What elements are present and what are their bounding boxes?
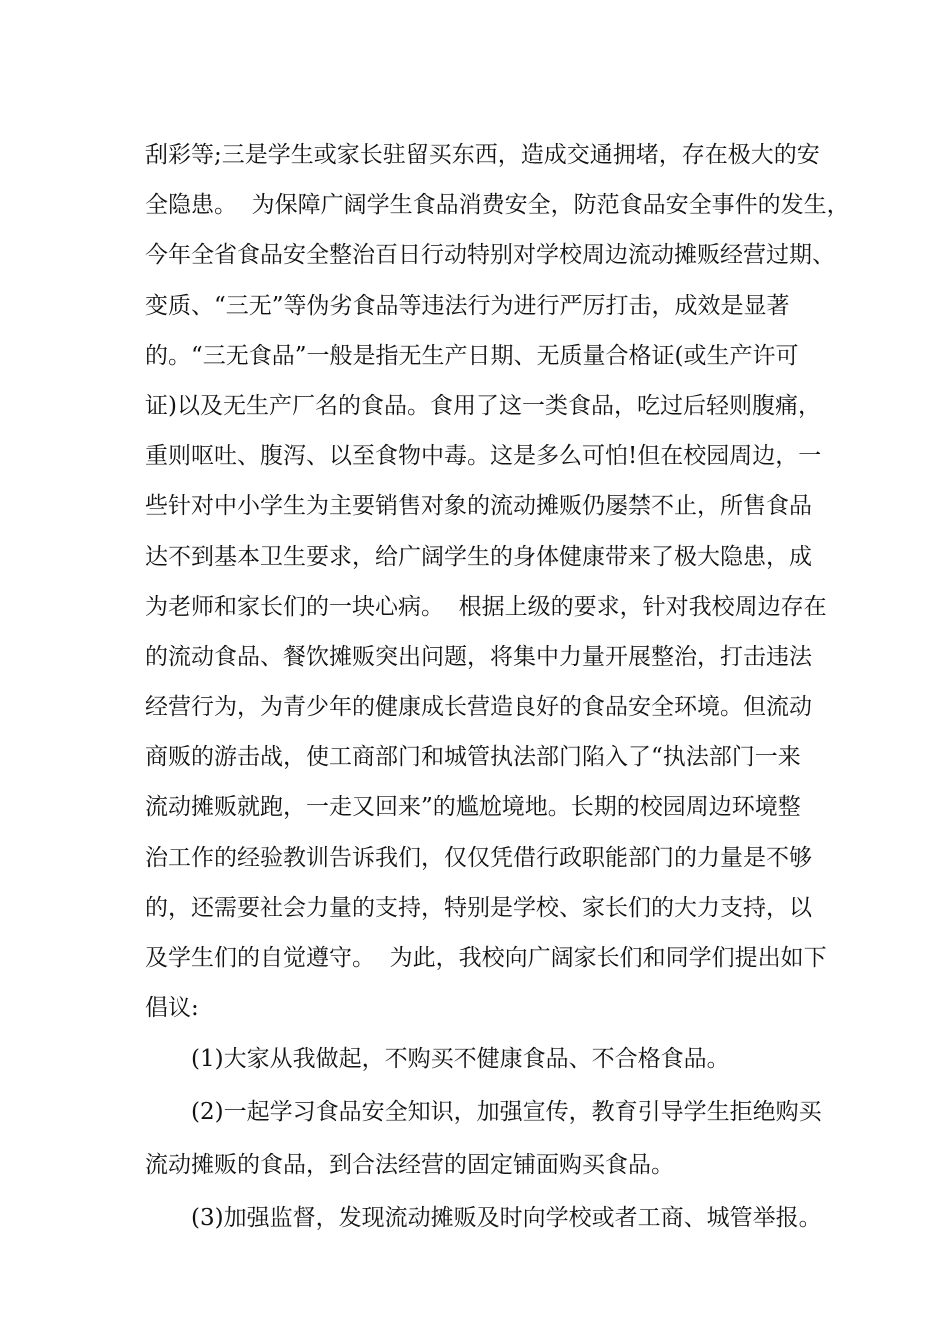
body-line: 刮彩等;三是学生或家长驻留买东西，造成交通拥堵，存在极大的安 — [145, 142, 820, 168]
body-line: 重则呕吐、腹泻、以至食物中毒。这是多么可怕!但在校园周边，一 — [145, 443, 822, 470]
document-body — [145, 130, 850, 1245]
body-line: 为老师和家长们的一块心病。 根据上级的要求，针对我校周边存在 — [145, 593, 827, 620]
body-line: 的，还需要社会力量的支持，特别是学校、家长们的大力支持，以 — [145, 894, 812, 921]
body-line: 变质、“三无”等伪劣食品等违法行为进行严厉打击，成效是显著 — [145, 292, 790, 319]
body-line: 流动摊贩就跑，一走又回来”的尴尬境地。长期的校园周边环境整 — [145, 794, 801, 821]
list-item-2-continuation: 流动摊贩的食品，到合法经营的固定铺面购买食品。 — [145, 1152, 674, 1179]
body-line: 的。“三无食品”一般是指无生产日期、无质量合格证(或生产许可 — [145, 342, 799, 369]
list-item-2: (2)一起学习食品安全知识，加强宣传，教育引导学生拒绝购买 — [191, 1099, 822, 1126]
body-line: 商贩的游击战，使工商部门和城管执法部门陷入了“执法部门一来 — [145, 744, 801, 771]
body-line: 的流动食品、餐饮摊贩突出问题，将集中力量开展整治，打击违法 — [145, 643, 812, 670]
body-line: 倡议: — [145, 995, 199, 1022]
body-line: 达不到基本卫生要求，给广阔学生的身体健康带来了极大隐患，成 — [145, 543, 812, 570]
body-line: 全隐患。 为保障广阔学生食品消费安全，防范食品安全事件的发生， — [145, 192, 850, 219]
body-line: 今年全省食品安全整治百日行动特别对学校周边流动摊贩经营过期、 — [145, 242, 835, 269]
body-line: 经营行为，为青少年的健康成长营造良好的食品安全环境。但流动 — [145, 694, 812, 721]
list-item-3: (3)加强监督，发现流动摊贩及时向学校或者工商、城管举报。 — [191, 1205, 822, 1232]
body-line: 证)以及无生产厂名的食品。食用了这一类食品，吃过后轻则腹痛， — [145, 392, 821, 419]
body-line: 些针对中小学生为主要销售对象的流动摊贩仍屡禁不止，所售食品 — [145, 493, 812, 520]
list-item-1: (1)大家从我做起，不购买不健康食品、不合格食品。 — [191, 1046, 730, 1073]
body-line: 治工作的经验教训告诉我们，仅仅凭借行政职能部门的力量是不够 — [145, 844, 812, 871]
body-line: 及学生们的自觉遵守。 为此，我校向广阔家长们和同学们提出如下 — [145, 945, 827, 971]
